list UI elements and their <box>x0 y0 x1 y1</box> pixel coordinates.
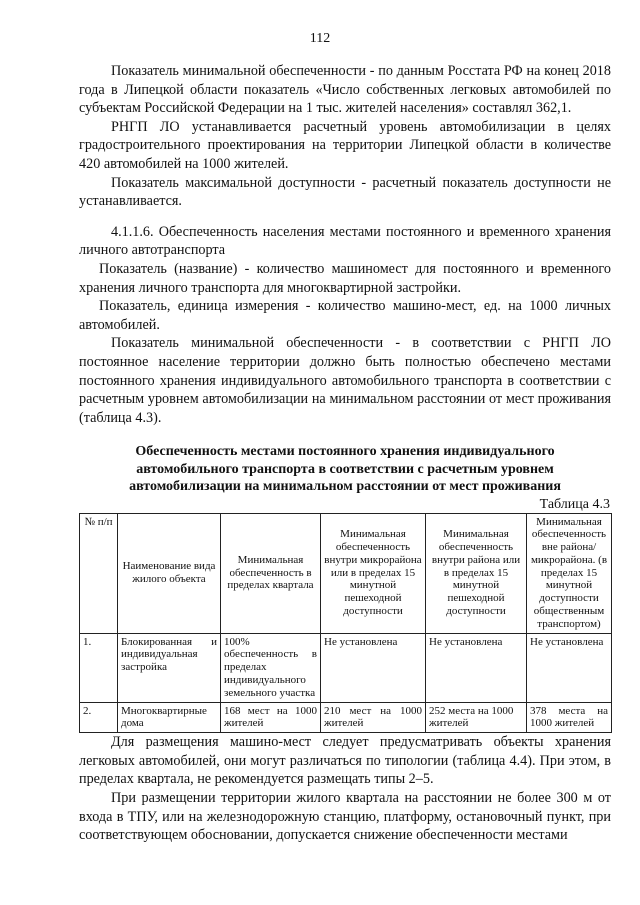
document-body <box>79 62 611 845</box>
table-cell: Блокированная и индивидуальная застройка <box>118 633 221 702</box>
table-cell: 378 места на 1000 жителей <box>527 702 612 733</box>
paragraph-min-provision-stat: Показатель минимальной обеспеченности - по данным Росстата РФ на конец 2018 года в Липецкой области показатель «Число собственных легковых автомобилей по субъектам Российской Федерации на 1 тыс. жителей населения» составлял 362,1. <box>79 63 611 117</box>
table-cell: 100% обеспеченность в пределах индивидуального земельного участка <box>221 633 321 702</box>
table-header-row <box>80 513 612 633</box>
paragraph-indicator-name: Показатель (название) - количество машиномест для постоянного и временного хранения личного транспорта для многоквартирной застройки. <box>79 260 611 296</box>
page-number: 112 <box>309 31 331 46</box>
header-within-microdistrict: Минимальная обеспеченность внутри микрорайона или в пределах 15 минутной пешеходной доступности <box>321 513 426 633</box>
table-cell: 1. <box>80 633 118 702</box>
paragraph-tpu-reduction: При размещении территории жилого квартала на расстоянии не более 300 м от входа в ТПУ, или на железнодорожную станцию, платформу, остановочный пункт, при соответствующем обосновании, допускается снижение обеспеченности местами <box>79 790 611 844</box>
table-row <box>80 702 612 733</box>
table-cell: Не установлена <box>321 633 426 702</box>
header-within-district: Минимальная обеспеченность внутри района или в пределах 15 минутной пешеходной доступности <box>426 513 527 633</box>
table-cell: Не установлена <box>527 633 612 702</box>
table-cell: Не установлена <box>426 633 527 702</box>
paragraph-parking-placement: Для размещения машино-мест следует предусматривать объекты хранения легковых автомобилей, они могут различаться по типологии (таблица 4.4). При этом, в пределах квартала, не рекомендуется размещать типы 2–5. <box>79 734 611 788</box>
section-heading: 4.1.1.6. Обеспеченность населения местами постоянного и временного хранения личного автотранспорта <box>79 223 611 259</box>
table-cell: 2. <box>80 702 118 733</box>
header-number: № п/п <box>80 513 118 633</box>
paragraph-max-accessibility: Показатель максимальной доступности - расчетный показатель доступности не устанавливается. <box>79 174 611 210</box>
table-cell: 252 места на 1000 жителей <box>426 702 527 733</box>
table-row <box>80 633 612 702</box>
header-within-block: Минимальная обеспеченность в пределах квартала <box>221 513 321 633</box>
table-label: Таблица 4.3 <box>539 496 610 512</box>
paragraph-min-provision-rule: Показатель минимальной обеспеченности - в соответствии с РНГП ЛО постоянное население территории должно быть полностью обеспечено местами постоянного хранения индивидуального автомобильного транспорта в соответствии с расчетным уровнем автомобилизации на минимальном расстоянии от мест проживания (таблица 4.3). <box>79 335 611 426</box>
provision-table <box>79 513 612 734</box>
paragraph-indicator-unit: Показатель, единица измерения - количество машино-мест, ед. на 1000 личных автомобилей. <box>79 298 611 333</box>
header-outside-district: Минимальная обеспеченность вне района/ микрорайона. (в пределах 15 минутной доступности общественным транспортом) <box>527 513 612 633</box>
header-object-type: Наименование вида жилого объекта <box>118 513 221 633</box>
table-cell: 210 мест на 1000 жителей <box>321 702 426 733</box>
table-cell: 168 мест на 1000 жителей <box>221 702 321 733</box>
table-caption: Обеспеченность местами постоянного хранения индивидуального автомобильного транспорта в соответствии с расчетным уровнем автомобилизации на минимальном расстоянии от мест проживания <box>129 444 561 495</box>
paragraph-motorization-level: РНГП ЛО устанавливается расчетный уровень автомобилизации в целях градостроительного проектирования на территории Липецкой области в количестве 420 автомобилей на 1000 жителей. <box>79 118 611 172</box>
table-cell: Многоквартирные дома <box>118 702 221 733</box>
